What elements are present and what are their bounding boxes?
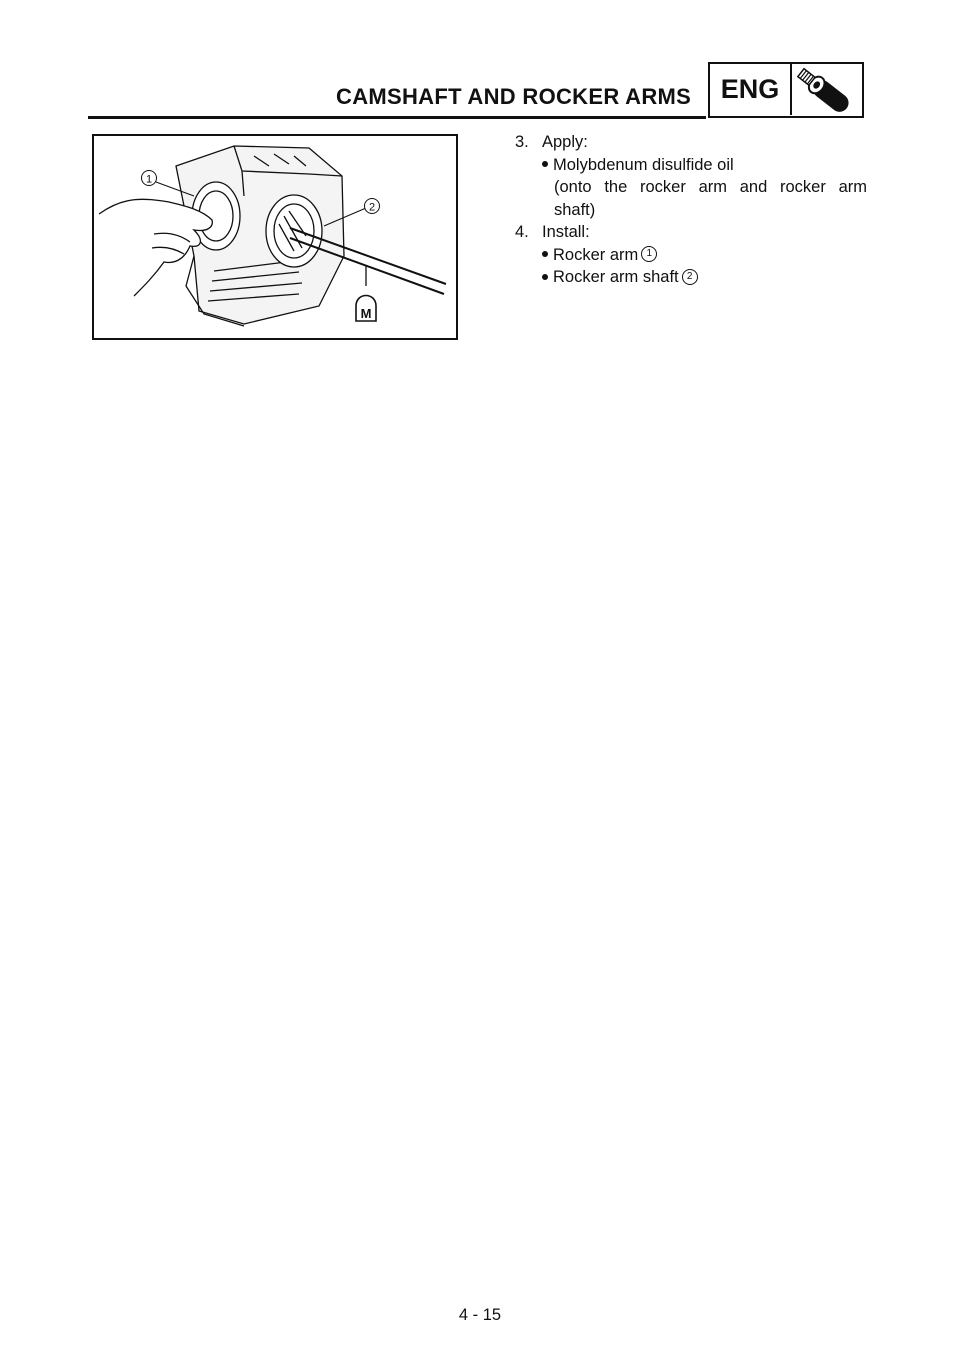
section-badge xyxy=(708,62,864,118)
bullet-icon xyxy=(542,161,548,167)
callout-ref-1: 1 xyxy=(641,246,657,262)
callout-ref-2: 2 xyxy=(682,269,698,285)
page-number: 4 - 15 xyxy=(458,1306,502,1324)
bullet-text: Molybdenum disulfide oil xyxy=(553,155,734,174)
step-3 xyxy=(515,131,867,154)
procedure-text xyxy=(515,131,867,289)
bullet-text: Rocker arm xyxy=(553,245,639,264)
callout-1: 1 xyxy=(145,173,153,186)
note-line xyxy=(515,199,867,222)
step-number: 4. xyxy=(515,223,529,241)
bullet-text: Rocker arm shaft xyxy=(553,268,679,286)
lube-symbol: M xyxy=(360,306,372,321)
step-4 xyxy=(515,221,867,244)
section-badge-label: ENG xyxy=(710,64,792,115)
step-number: 3. xyxy=(515,133,529,151)
list-item xyxy=(515,154,867,177)
list-item xyxy=(515,244,867,267)
rocker-arm-figure xyxy=(92,134,458,340)
bullet-icon xyxy=(542,274,548,280)
bullet-icon xyxy=(542,251,548,257)
page-title: CAMSHAFT AND ROCKER ARMS xyxy=(336,84,692,109)
engine-bolt-icon xyxy=(794,64,862,115)
note-text-2: shaft) xyxy=(554,200,596,219)
step-label: Install: xyxy=(542,223,590,241)
list-item xyxy=(515,266,867,289)
note-text-1: (onto the rocker arm and rocker arm xyxy=(554,178,867,196)
step-label: Apply: xyxy=(542,133,588,151)
callout-2: 2 xyxy=(368,201,376,214)
note-line xyxy=(515,176,867,199)
rocker-arm-installation-illustration xyxy=(94,136,456,338)
header-rule xyxy=(88,116,706,119)
